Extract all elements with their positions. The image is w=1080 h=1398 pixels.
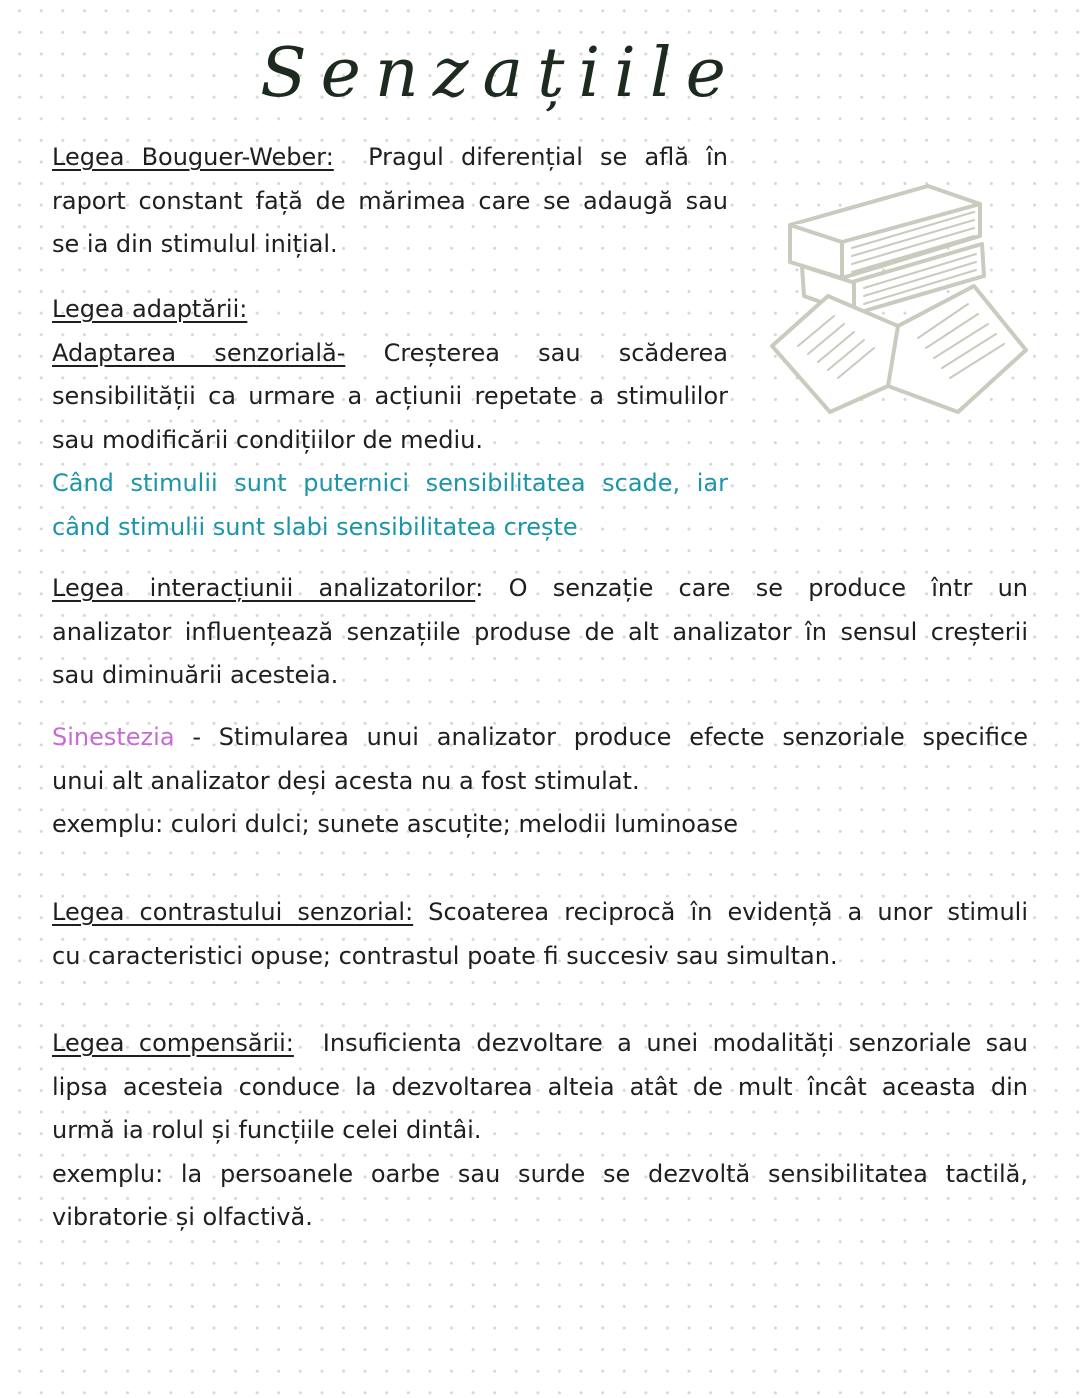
text-line: raport constant față de mărimea care se adaugă sau bbox=[52, 186, 728, 215]
section-contrast bbox=[52, 891, 1028, 978]
text-line: lipsa acesteia conduce la dezvoltarea alteia atât de mult încât aceasta din bbox=[52, 1072, 1028, 1101]
section-label: Adaptarea senzorială- bbox=[52, 338, 346, 367]
section-bouguer-weber bbox=[52, 136, 728, 267]
section-text: Scoaterea reciprocă în evidență a unor stimuli bbox=[428, 898, 1028, 926]
text-line: sau modificării condițiilor de mediu. bbox=[52, 425, 483, 454]
text-line bbox=[52, 136, 728, 180]
section-text: Creșterea sau scăderea bbox=[383, 338, 728, 367]
section-text: Insuficienta dezvoltare a unei modalități senzoriale sau bbox=[322, 1029, 1028, 1057]
section-sinestezie bbox=[52, 716, 1028, 847]
section-punct: : bbox=[475, 574, 484, 602]
section-text: Pragul diferențial se află în bbox=[368, 143, 729, 171]
section-term: Sinestezia bbox=[52, 723, 175, 751]
highlight-line: Când stimulii sunt puternici sensibilitatea scade, iar bbox=[52, 469, 728, 497]
page-title: Senzațiile bbox=[260, 34, 740, 113]
books-icon bbox=[768, 180, 1030, 432]
highlight-line: când stimulii sunt slabi sensibilitatea crește bbox=[52, 512, 578, 541]
text-line: se ia din stimulul inițial. bbox=[52, 230, 338, 258]
text-line bbox=[52, 332, 728, 376]
section-compensare bbox=[52, 1022, 1028, 1240]
text-line: sensibilității ca urmare a acțiunii repetate a stimulilor bbox=[52, 382, 728, 410]
text-line bbox=[52, 716, 1028, 760]
section-label: Legea compensării: bbox=[52, 1029, 294, 1057]
section-label: Legea interacțiunii analizatorilor bbox=[52, 574, 476, 602]
text-line: vibratorie și olfactivă. bbox=[52, 1203, 313, 1231]
text-line bbox=[52, 891, 1028, 935]
text-line: cu caracteristici opuse; contrastul poate fi succesiv sau simultan. bbox=[52, 941, 838, 970]
example-line: exemplu: la persoanele oarbe sau surde se dezvoltă sensibilitatea tactilă, bbox=[52, 1159, 1028, 1188]
text-line bbox=[52, 288, 728, 332]
text-line bbox=[52, 567, 1028, 611]
text-line: unui alt analizator deși acesta nu a fost stimulat. bbox=[52, 766, 640, 795]
section-interactiune bbox=[52, 567, 1028, 698]
text-line: urmă ia rolul și funcțiile celei dintâi. bbox=[52, 1116, 482, 1144]
section-text: - Stimularea unui analizator produce efecte senzoriale specifice bbox=[192, 723, 1028, 751]
text-line bbox=[52, 1022, 1028, 1066]
section-adaptare bbox=[52, 288, 728, 549]
section-text: O senzație care se produce într un bbox=[508, 574, 1029, 602]
section-label: Legea contrastului senzorial: bbox=[52, 898, 414, 926]
text-line: analizator influențează senzațiile produse de alt analizator în sensul creșterii bbox=[52, 617, 1028, 646]
section-label: Legea Bouguer-Weber: bbox=[52, 143, 334, 171]
section-heading: Legea adaptării: bbox=[52, 295, 248, 323]
text-line: sau diminuării acesteia. bbox=[52, 661, 339, 689]
example-line: exemplu: culori dulci; sunete ascuțite; melodii luminoase bbox=[52, 810, 738, 838]
